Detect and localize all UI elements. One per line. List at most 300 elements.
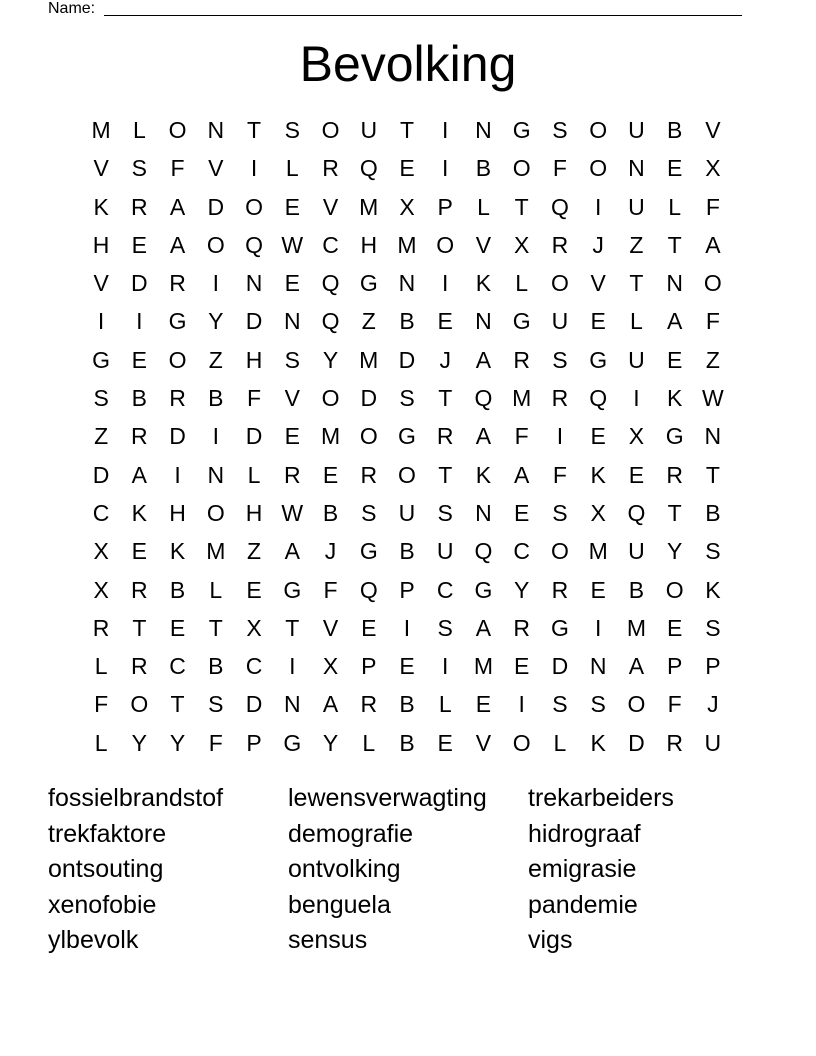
grid-letter: C	[245, 653, 263, 680]
grid-letter: N	[283, 308, 301, 335]
grid-letter: X	[590, 499, 606, 526]
grid-letter: G	[512, 117, 531, 143]
grid-letter: D	[207, 193, 225, 220]
grid-letter: L	[438, 691, 452, 718]
grid-letter: N	[628, 155, 645, 182]
grid-letter: R	[666, 729, 683, 756]
grid-letter: T	[667, 231, 682, 258]
grid-letter: R	[131, 576, 148, 603]
grid-letter: D	[628, 729, 645, 756]
grid-letter: V	[475, 231, 492, 258]
grid-letter: F	[514, 423, 529, 450]
grid-letter: R	[360, 461, 378, 488]
grid-letter: G	[283, 576, 302, 603]
grid-letter: M	[512, 385, 532, 412]
grid-letter: V	[322, 193, 339, 220]
grid-letter: G	[359, 538, 378, 565]
grid-letter: L	[477, 193, 490, 220]
grid-letter: T	[438, 385, 453, 412]
grid-letter: A	[169, 231, 186, 258]
grid-letter: D	[360, 385, 378, 412]
grid-letter: S	[361, 499, 377, 526]
grid-letter: B	[208, 653, 224, 680]
grid-letter: V	[590, 270, 606, 297]
grid-letter: F	[170, 155, 185, 182]
grid-letter: O	[550, 538, 569, 565]
grid-letter: I	[594, 614, 602, 641]
grid-letter: O	[321, 117, 340, 143]
grid-letter: G	[512, 308, 531, 335]
grid-letter: Q	[359, 576, 378, 603]
grid-letter: R	[513, 346, 530, 373]
grid-letter: S	[705, 614, 721, 641]
word-list-item: vigs	[528, 926, 573, 954]
grid-letter: O	[398, 461, 416, 488]
grid-letter: L	[132, 117, 146, 143]
grid-row	[82, 264, 732, 302]
grid-letter: O	[436, 231, 455, 258]
grid-letter: B	[399, 538, 415, 565]
grid-letter: P	[399, 576, 415, 603]
grid-letter: U	[628, 193, 645, 220]
grid-letter: E	[399, 155, 415, 182]
grid-letter: O	[589, 155, 608, 182]
grid-letter: V	[208, 155, 224, 182]
grid-letter: B	[322, 499, 339, 526]
grid-letter: K	[590, 461, 606, 488]
grid-letter: J	[707, 691, 719, 718]
grid-letter: L	[630, 308, 643, 335]
grid-letter: V	[705, 117, 721, 143]
grid-letter: F	[705, 308, 720, 335]
grid-letter: W	[702, 385, 724, 412]
grid-letter: L	[247, 461, 261, 488]
grid-letter: I	[212, 423, 220, 450]
grid-letter: C	[169, 653, 186, 680]
grid-letter: D	[169, 423, 186, 450]
grid-letter: G	[550, 614, 569, 641]
grid-letter: Q	[474, 385, 493, 412]
grid-row	[82, 341, 732, 379]
grid-letter: F	[247, 385, 262, 412]
grid-letter: H	[92, 231, 110, 258]
grid-letter: O	[665, 576, 684, 603]
grid-letter: S	[590, 691, 606, 718]
grid-letter: O	[206, 499, 225, 526]
grid-letter: C	[513, 538, 530, 565]
grid-letter: M	[359, 193, 379, 220]
grid-letter: R	[92, 614, 110, 641]
grid-letter: O	[589, 117, 608, 143]
grid-letter: R	[131, 193, 148, 220]
grid-letter: K	[705, 576, 721, 603]
grid-letter: I	[556, 423, 564, 450]
grid-letter: F	[667, 691, 682, 718]
grid-letter: E	[514, 499, 530, 526]
grid-row	[82, 494, 732, 532]
grid-letter: G	[665, 423, 684, 450]
grid-letter: E	[284, 270, 300, 297]
grid-letter: W	[281, 499, 304, 526]
grid-letter: A	[284, 538, 300, 565]
grid-letter: T	[132, 614, 147, 641]
grid-letter: A	[475, 423, 492, 450]
grid-letter: I	[442, 155, 449, 182]
grid-letter: R	[551, 231, 569, 258]
grid-letter: S	[437, 499, 453, 526]
grid-letter: U	[628, 117, 645, 143]
grid-letter: E	[131, 346, 148, 373]
grid-letter: F	[552, 155, 567, 182]
word-list-item: hidrograaf	[528, 819, 641, 848]
grid-row	[82, 379, 732, 417]
grid-letter: Q	[359, 155, 378, 182]
word-list-item: sensus	[288, 926, 368, 954]
grid-letter: E	[399, 653, 415, 680]
grid-letter: O	[245, 193, 263, 220]
grid-letter: S	[552, 117, 568, 143]
grid-letter: N	[245, 270, 263, 297]
grid-letter: U	[628, 538, 645, 565]
grid-row	[82, 111, 732, 149]
grid-letter: G	[398, 423, 416, 450]
grid-letter: I	[594, 193, 602, 220]
grid-letter: G	[359, 270, 378, 297]
grid-letter: D	[131, 270, 148, 297]
grid-letter: D	[245, 308, 263, 335]
grid-letter: S	[399, 385, 415, 412]
grid-letter: E	[437, 729, 453, 756]
grid-letter: R	[436, 423, 454, 450]
grid-letter: B	[169, 576, 186, 603]
grid-letter: I	[442, 653, 449, 680]
word-list-item: ontvolking	[288, 855, 401, 883]
grid-letter: Q	[627, 499, 646, 526]
grid-letter: E	[475, 691, 492, 718]
grid-letter: R	[283, 461, 301, 488]
grid-letter: L	[285, 155, 299, 182]
grid-letter: B	[666, 117, 683, 143]
word-list-item: fossielbrandstof	[48, 784, 224, 812]
grid-letter: A	[169, 193, 186, 220]
grid-letter: R	[322, 155, 339, 182]
letter-grid	[82, 111, 732, 762]
grid-letter: O	[168, 346, 187, 373]
grid-letter: L	[94, 729, 108, 756]
grid-letter: O	[703, 270, 722, 297]
grid-letter: X	[93, 576, 109, 603]
grid-letter: X	[322, 653, 339, 680]
grid-letter: Z	[629, 231, 644, 258]
grid-letter: N	[475, 308, 492, 335]
grid-letter: A	[705, 231, 721, 258]
word-list-item: trekfaktore	[48, 819, 167, 848]
grid-row	[82, 724, 732, 762]
grid-letter: M	[397, 231, 417, 258]
grid-letter: C	[322, 231, 339, 258]
grid-letter: L	[553, 729, 567, 756]
page-title: Bevolking	[299, 36, 517, 92]
grid-letter: S	[552, 346, 568, 373]
grid-letter: Y	[131, 729, 148, 756]
grid-letter: O	[206, 231, 225, 258]
grid-letter: K	[590, 729, 606, 756]
grid-letter: T	[208, 614, 223, 641]
grid-letter: A	[131, 461, 148, 488]
grid-row	[82, 188, 732, 226]
name-write-line[interactable]	[104, 15, 742, 16]
grid-row	[82, 226, 732, 264]
grid-letter: E	[590, 576, 606, 603]
grid-row	[82, 685, 732, 723]
grid-letter: I	[136, 308, 143, 335]
grid-letter: T	[667, 499, 682, 526]
grid-letter: S	[131, 155, 148, 182]
grid-letter: B	[208, 385, 224, 412]
grid-letter: H	[245, 499, 263, 526]
grid-letter: K	[666, 385, 683, 412]
grid-letter: B	[628, 576, 645, 603]
grid-letter: T	[285, 614, 300, 641]
grid-letter: F	[323, 576, 338, 603]
grid-letter: T	[438, 461, 453, 488]
grid-letter: A	[475, 614, 492, 641]
grid-letter: V	[322, 614, 339, 641]
grid-letter: Y	[322, 346, 339, 373]
grid-letter: M	[588, 538, 608, 565]
grid-letter: T	[629, 270, 644, 297]
grid-letter: Z	[705, 346, 720, 373]
grid-letter: F	[208, 729, 223, 756]
grid-letter: O	[512, 155, 531, 182]
grid-letter: A	[322, 691, 339, 718]
grid-letter: I	[97, 308, 105, 335]
word-list-item: demografie	[288, 819, 414, 848]
grid-letter: U	[360, 117, 378, 143]
grid-letter: E	[246, 576, 262, 603]
grid-letter: A	[628, 653, 645, 680]
grid-letter: K	[475, 461, 492, 488]
grid-letter: I	[518, 691, 525, 718]
grid-letter: S	[284, 346, 300, 373]
grid-letter: I	[289, 653, 296, 680]
grid-letter: O	[168, 117, 187, 143]
grid-letter: G	[168, 308, 187, 335]
grid-letter: E	[666, 155, 683, 182]
grid-letter: V	[475, 729, 492, 756]
name-label: Name:	[48, 0, 96, 17]
grid-row	[82, 456, 732, 494]
grid-letter: R	[131, 653, 148, 680]
grid-row	[82, 532, 732, 570]
grid-letter: F	[94, 691, 109, 718]
grid-letter: F	[705, 193, 720, 220]
grid-row	[82, 417, 732, 455]
grid-letter: V	[284, 385, 300, 412]
grid-letter: O	[627, 691, 646, 718]
word-list-item: trekarbeiders	[528, 784, 674, 812]
grid-letter: E	[322, 461, 339, 488]
grid-letter: N	[475, 117, 492, 143]
grid-letter: C	[92, 499, 110, 526]
grid-letter: P	[246, 729, 262, 756]
grid-letter: F	[552, 461, 567, 488]
grid-letter: N	[589, 653, 607, 680]
grid-letter: R	[666, 461, 683, 488]
grid-letter: H	[169, 499, 186, 526]
grid-letter: B	[399, 729, 415, 756]
grid-letter: O	[359, 423, 378, 450]
grid-letter: L	[668, 193, 682, 220]
grid-letter: A	[666, 308, 683, 335]
grid-letter: Y	[322, 729, 339, 756]
grid-letter: P	[666, 653, 683, 680]
grid-letter: E	[666, 346, 683, 373]
grid-letter: Z	[361, 308, 376, 335]
grid-letter: G	[474, 576, 493, 603]
grid-letter: B	[399, 691, 415, 718]
grid-letter: R	[513, 614, 530, 641]
grid-letter: X	[628, 423, 645, 450]
grid-letter: I	[403, 614, 411, 641]
grid-row	[82, 302, 732, 340]
word-list-item: ylbevolk	[48, 926, 139, 954]
grid-letter: Y	[666, 538, 683, 565]
grid-letter: B	[131, 385, 148, 412]
grid-letter: M	[359, 346, 379, 373]
grid-letter: M	[320, 423, 341, 450]
grid-letter: E	[590, 308, 606, 335]
grid-letter: Z	[208, 346, 223, 373]
grid-letter: D	[398, 346, 416, 373]
grid-letter: X	[399, 193, 415, 220]
grid-letter: E	[131, 538, 148, 565]
grid-letter: M	[91, 117, 111, 143]
grid-letter: Z	[247, 538, 262, 565]
grid-letter: O	[550, 270, 569, 297]
grid-letter: L	[209, 576, 223, 603]
grid-letter: Q	[589, 385, 608, 412]
grid-letter: P	[361, 653, 377, 680]
grid-row	[82, 609, 732, 647]
grid-letter: T	[247, 117, 262, 143]
grid-row	[82, 571, 732, 609]
grid-letter: Y	[169, 729, 186, 756]
grid-letter: K	[169, 538, 186, 565]
grid-letter: Y	[208, 308, 224, 335]
grid-letter: D	[92, 461, 110, 488]
grid-letter: S	[552, 499, 568, 526]
grid-letter: V	[93, 270, 109, 297]
grid-letter: U	[436, 538, 454, 565]
grid-letter: J	[324, 538, 337, 565]
grid-letter: M	[473, 653, 494, 680]
grid-letter: I	[633, 385, 640, 412]
word-list-item: pandemie	[528, 890, 638, 919]
grid-letter: R	[551, 576, 569, 603]
grid-letter: H	[245, 346, 263, 373]
grid-letter: R	[360, 691, 378, 718]
grid-letter: N	[398, 270, 416, 297]
grid-row	[82, 647, 732, 685]
grid-letter: T	[705, 461, 720, 488]
grid-letter: C	[436, 576, 454, 603]
grid-letter: E	[284, 193, 300, 220]
grid-letter: E	[169, 614, 186, 641]
grid-letter: G	[92, 346, 111, 373]
grid-letter: N	[283, 691, 301, 718]
word-list-item: lewensverwagting	[288, 784, 487, 812]
grid-letter: S	[552, 691, 568, 718]
grid-letter: L	[362, 729, 376, 756]
grid-letter: T	[514, 193, 529, 220]
grid-letter: A	[514, 461, 530, 488]
grid-letter: I	[212, 270, 220, 297]
grid-letter: U	[628, 346, 645, 373]
grid-letter: W	[281, 231, 304, 258]
grid-letter: J	[439, 346, 451, 373]
grid-letter: U	[398, 499, 416, 526]
grid-letter: V	[93, 155, 109, 182]
grid-letter: L	[94, 653, 108, 680]
grid-letter: B	[399, 308, 415, 335]
grid-letter: D	[245, 423, 263, 450]
grid-letter: G	[589, 346, 608, 373]
grid-letter: K	[475, 270, 492, 297]
grid-letter: K	[93, 193, 109, 220]
grid-letter: N	[666, 270, 683, 297]
grid-letter: B	[705, 499, 721, 526]
word-list-item: xenofobie	[48, 890, 157, 919]
grid-letter: N	[475, 499, 492, 526]
grid-letter: T	[170, 691, 185, 718]
grid-letter: M	[626, 614, 646, 641]
grid-letter: S	[93, 385, 109, 412]
grid-letter: R	[551, 385, 569, 412]
grid-letter: N	[704, 423, 722, 450]
grid-letter: S	[208, 691, 224, 718]
grid-letter: L	[515, 270, 529, 297]
grid-letter: X	[93, 538, 109, 565]
grid-letter: X	[705, 155, 721, 182]
grid-letter: I	[442, 117, 449, 143]
grid-letter: Q	[550, 193, 569, 220]
grid-letter: E	[284, 423, 300, 450]
grid-letter: S	[284, 117, 300, 143]
grid-letter: P	[705, 653, 721, 680]
grid-letter: Y	[514, 576, 530, 603]
grid-letter: E	[131, 231, 148, 258]
grid-letter: E	[437, 308, 453, 335]
grid-letter: D	[551, 653, 569, 680]
grid-letter: X	[514, 231, 530, 258]
grid-letter: E	[628, 461, 645, 488]
grid-letter: Q	[245, 231, 263, 258]
grid-letter: X	[246, 614, 262, 641]
grid-letter: U	[551, 308, 569, 335]
grid-letter: R	[169, 270, 186, 297]
grid-letter: O	[321, 385, 340, 412]
grid-letter: R	[131, 423, 148, 450]
grid-letter: S	[437, 614, 453, 641]
grid-letter: Z	[94, 423, 109, 450]
grid-letter: N	[207, 461, 225, 488]
grid-letter: G	[283, 729, 302, 756]
grid-letter: B	[475, 155, 492, 182]
grid-letter: N	[207, 117, 225, 143]
word-list-item: emigrasie	[528, 855, 637, 883]
grid-letter: J	[592, 231, 604, 258]
